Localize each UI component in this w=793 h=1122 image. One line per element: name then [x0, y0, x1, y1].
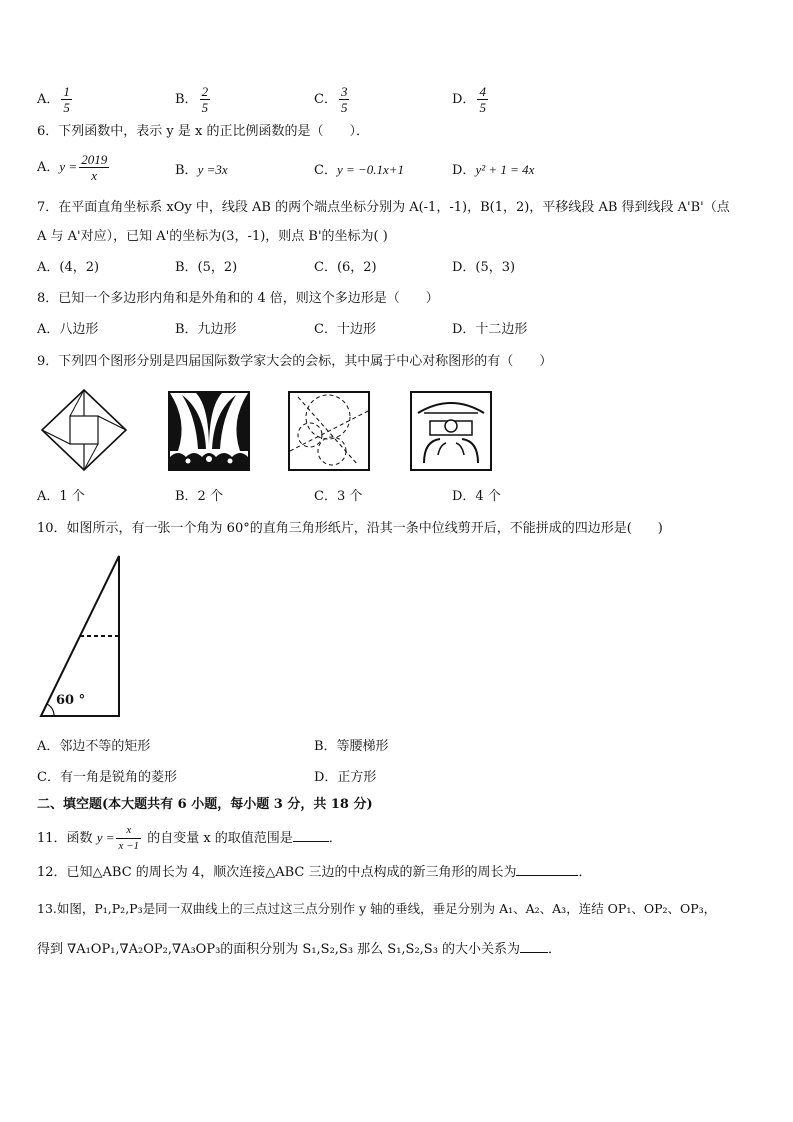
option-label: A．: [37, 92, 60, 107]
angle-label: 60 °: [56, 693, 86, 708]
q11-line: [37, 823, 342, 854]
answer-blank[interactable]: [293, 829, 329, 842]
option-label: D．: [452, 92, 476, 107]
q12-end: ．: [578, 865, 592, 880]
q11-end: ．: [328, 831, 342, 846]
q7-option-d: D．(5，3): [452, 260, 516, 275]
q6-option-c: [314, 161, 404, 180]
q7-option-b: B．(5，2): [175, 260, 238, 275]
q6-stem: 6．下列函数中，表示 y 是 x 的正比例函数的是（ ）．: [37, 124, 369, 139]
q9-stem: 9．下列四个图形分别是四届国际数学家大会的会标，其中属于中心对称图形的有（ ）: [37, 354, 553, 369]
q9-option-a: A．1 个: [37, 489, 85, 504]
q11-lhs: y =: [96, 830, 115, 845]
q10-option-c: C．有一角是锐角的菱形: [37, 770, 177, 785]
q8-stem: 8．已知一个多边形内角和是外角和的 4 倍，则这个多边形是（ ）: [37, 291, 439, 306]
fraction: [61, 84, 72, 115]
numerator: 4: [479, 84, 486, 99]
q9-option-d: D．4 个: [452, 489, 501, 504]
q10-option-b: B．等腰梯形: [314, 739, 389, 754]
q7-option-c: C．(6，2): [314, 260, 377, 275]
denominator: x: [91, 168, 98, 183]
icm-logo-3: [288, 391, 370, 471]
option-label: A．: [37, 160, 60, 175]
answer-blank[interactable]: [520, 940, 548, 953]
q10-option-a: A．邻边不等的矩形: [37, 739, 151, 754]
numerator: 3: [340, 84, 348, 99]
numerator: 2: [201, 84, 209, 99]
q7-stem-line2: A 与 A'对应），已知 A'的坐标为(3，-1)，则点 B'的坐标为( ): [37, 229, 388, 244]
expression: y² + 1 = 4x: [475, 162, 535, 177]
numerator: 2019: [81, 152, 108, 167]
q13-end: ．: [548, 942, 562, 957]
numerator: 1: [63, 84, 70, 99]
q11-prefix: 11．函数: [37, 831, 93, 846]
q6-option-d: [452, 161, 534, 180]
expression: y = −0.1x+1: [336, 162, 405, 177]
q12-text: 12．已知△ABC 的周长为 4，顺次连接△ABC 三边的中点构成的新三角形的周长为: [37, 865, 517, 880]
expression: y =3x: [197, 162, 228, 177]
q13-line2: [37, 940, 561, 959]
denominator: 5: [63, 100, 70, 115]
section-title: 二、填空题(本大题共有 6 小题，每小题 3 分，共 18 分): [37, 797, 373, 812]
fraction: [477, 84, 488, 115]
q12-line: [37, 863, 591, 882]
q5-option-c: [314, 84, 351, 115]
denominator: 5: [201, 100, 209, 115]
q5-option-d: [452, 84, 490, 115]
option-label: C．: [314, 163, 337, 178]
fraction: [79, 152, 109, 183]
q5-option-b: [175, 84, 212, 115]
icm-logo-4: [410, 391, 492, 471]
q5-option-a: [37, 84, 74, 115]
q10-stem: 10．如图所示，有一张一个角为 60°的直角三角形纸片，沿其一条中位线剪开后，不能拼成的四边形是( ): [37, 521, 663, 536]
numerator: x: [116, 823, 141, 839]
expression: y =: [59, 159, 78, 174]
icm-logo-1: [40, 388, 128, 472]
icm-logo-2: [168, 391, 250, 471]
q10-option-d: D．正方形: [314, 770, 377, 785]
q13-line1: 13.如图，P₁,P₂,P₃是同一双曲线上的三点过这三点分别作 y 轴的垂线，垂足分别为 A₁、A₂、A₃，连结 OP₁、OP₂、OP₃，: [37, 901, 717, 916]
denominator: 5: [479, 100, 486, 115]
q13-text: 得到 ∇A₁OP₁,∇A₂OP₂,∇A₃OP₃的面积分别为 S₁,S₂,S₃ 那么 S₁,S₂,S₃ 的大小关系为: [37, 942, 521, 957]
option-label: C．: [314, 92, 337, 107]
denominator: 5: [340, 100, 348, 115]
q6-option-b: [175, 161, 228, 180]
option-label: B．: [175, 92, 198, 107]
q11-text: 的自变量 x 的取值范围是: [147, 831, 293, 846]
q8-option-d: D．十二边形: [452, 322, 528, 337]
fraction: [339, 84, 350, 115]
q6-option-a: [37, 152, 111, 183]
fraction: [200, 84, 211, 115]
q9-option-c: C．3 个: [314, 489, 363, 504]
q8-option-b: B．九边形: [175, 322, 237, 337]
q8-option-c: C．十边形: [314, 322, 376, 337]
q7-stem-line1: 7．在平面直角坐标系 xOy 中，线段 AB 的两个端点坐标分别为 A(-1，-1)，B(1，2)，平移线段 AB 得到线段 A'B'（点: [37, 200, 730, 215]
q7-option-a: A．(4，2): [37, 260, 100, 275]
fraction: [116, 823, 141, 854]
q9-option-b: B．2 个: [175, 489, 223, 504]
q8-option-a: A．八边形: [37, 322, 99, 337]
option-label: D．: [452, 163, 476, 178]
option-label: B．: [175, 163, 198, 178]
denominator: x −1: [118, 840, 140, 852]
answer-blank[interactable]: [516, 863, 578, 876]
